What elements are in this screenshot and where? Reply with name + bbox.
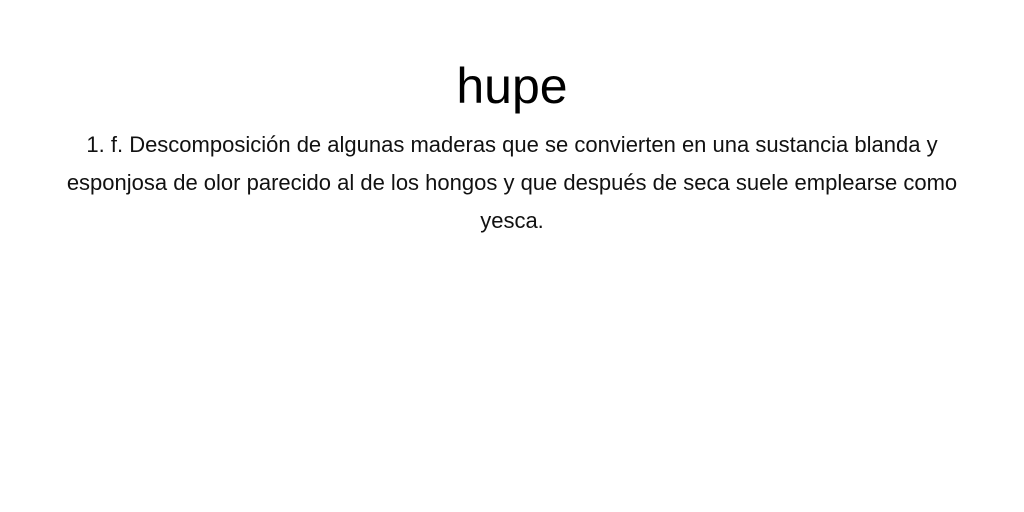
dictionary-entry <box>0 0 1024 240</box>
definition-text: 1. f. Descomposición de algunas maderas que se convierten en una sustancia blanda y esponjosa de olor parecido al de los hongos y que después de seca suele emplearse como yesca. <box>66 132 958 233</box>
headword: hupe <box>456 58 568 114</box>
